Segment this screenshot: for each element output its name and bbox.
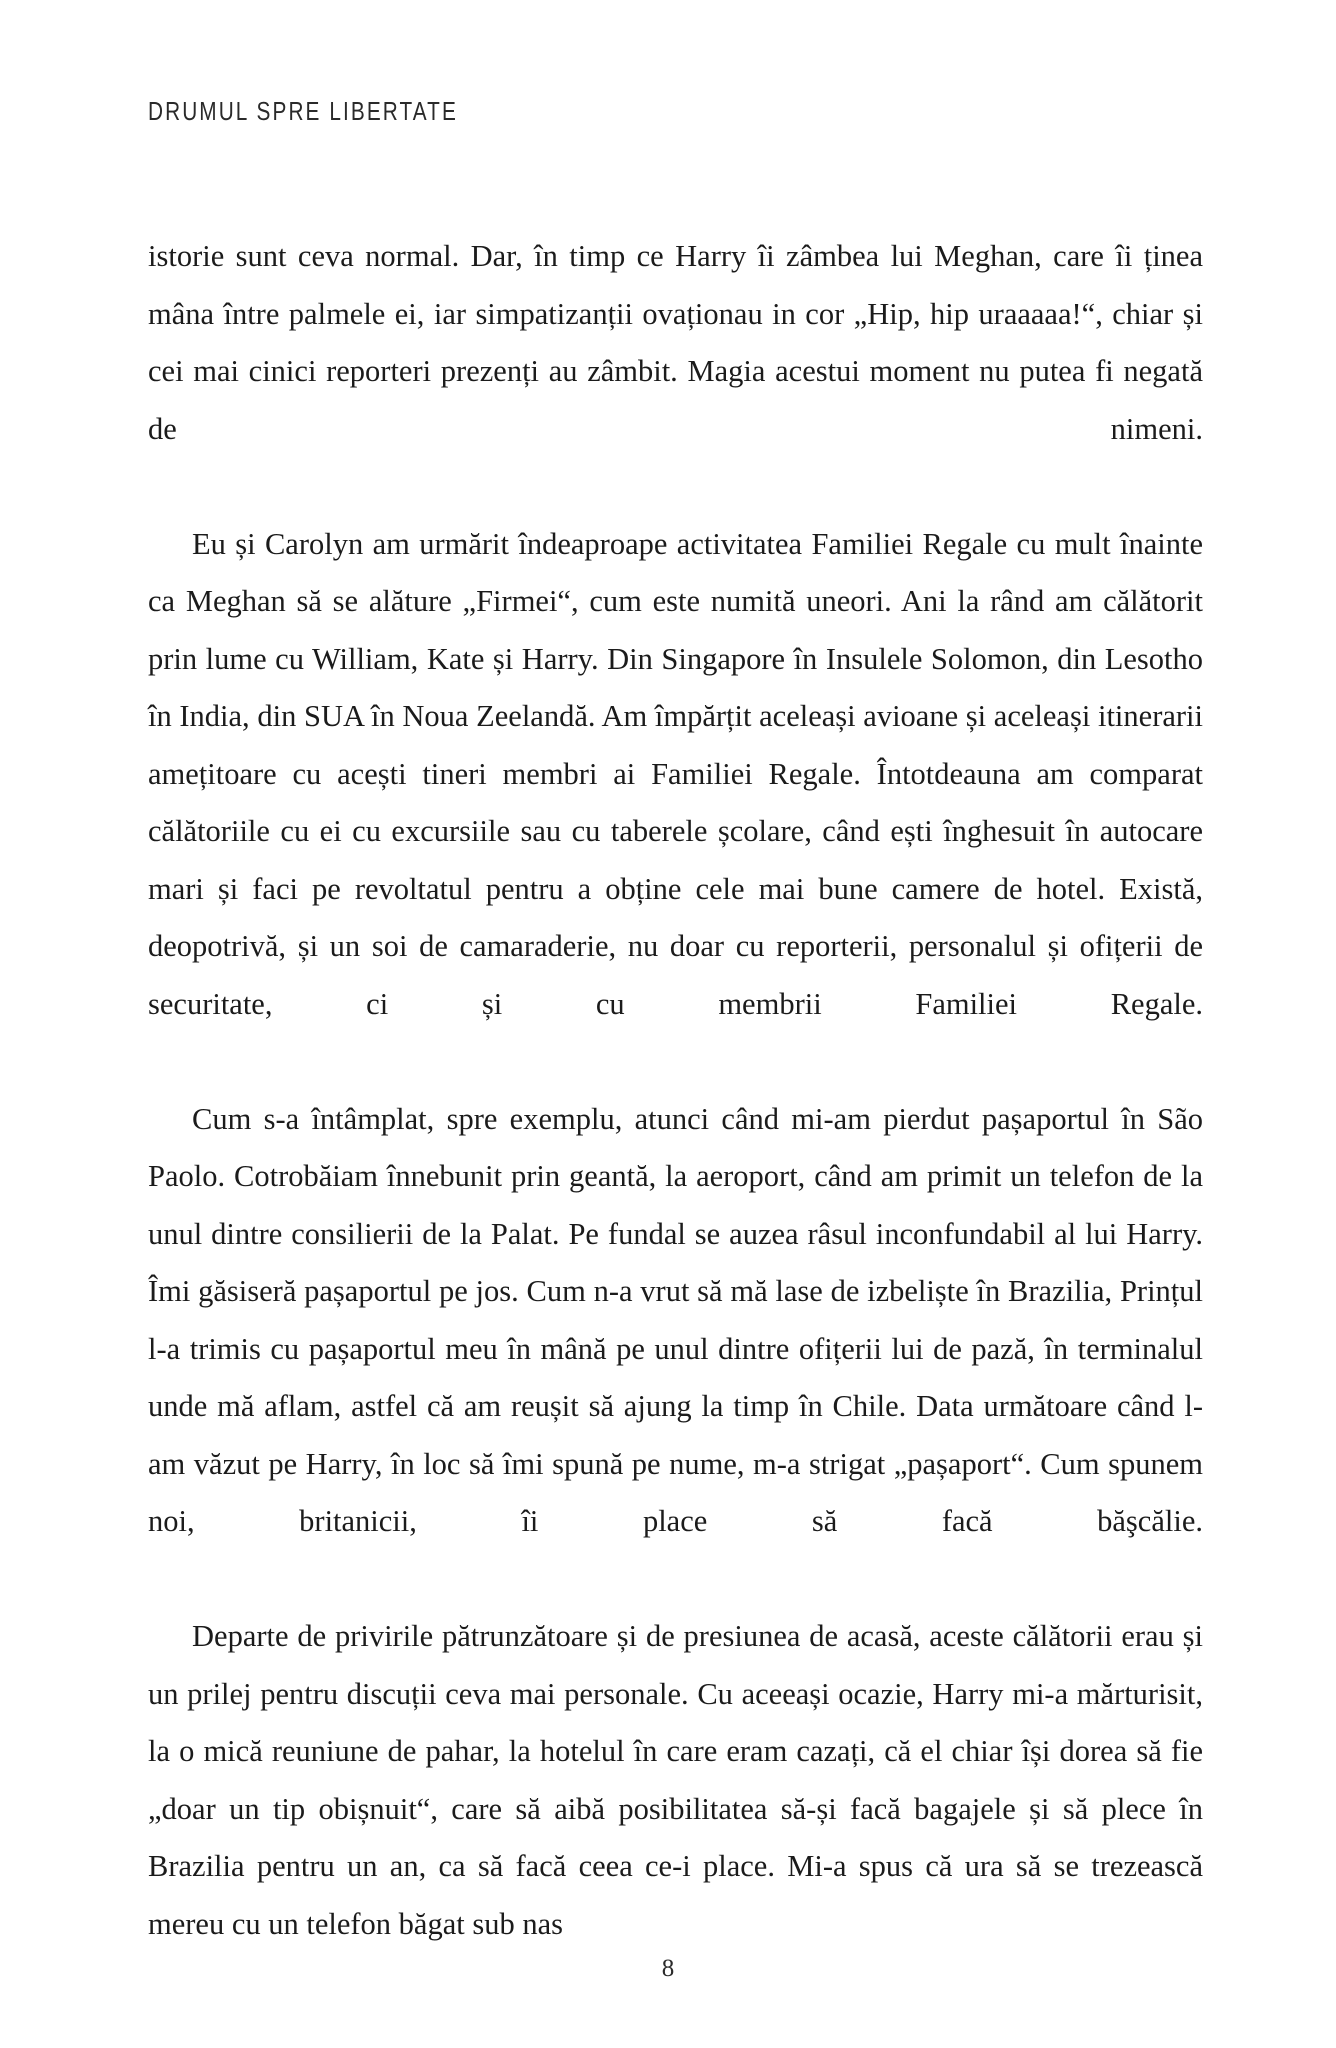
paragraph-3: Cum s-a întâmplat, spre exemplu, atunci când mi-am pierdut pașaportul în São Paolo. Cotrobăiam înnebunit prin geantă, la aeroport, când am primit un telefon de la unul dintre consilierii de la Palat. Pe fundal se auzea râsul inconfundabil al lui Harry. Îmi găsiseră pașaportul pe jos. Cum n-a vrut să mă lase de izbeliște în Brazilia, Prințul l-a trimis cu pașaportul meu în mână pe unul dintre ofițerii lui de pază, în terminalul unde mă aflam, astfel că am reușit să ajung la timp în Chile. Data următoare când l-am văzut pe Harry, în loc să îmi spună pe nume, m-a strigat „pașaport“. Cum spunem noi, britanicii, îi place să facă băşcălie. <box>148 1101 1203 1538</box>
running-head: DRUMUL SPRE LIBERTATE <box>148 96 458 126</box>
paragraph-1: istorie sunt ceva normal. Dar, în timp ce Harry îi zâmbea lui Meghan, care îi ținea mâna între palmele ei, iar simpatizanții ovaționau in cor „Hip, hip uraaaaa!“, chiar și cei mai cinici reporteri prezenți au zâmbit. Magia acestui moment nu putea fi negată de nimeni. <box>148 239 1203 446</box>
paragraph-4: Departe de privirile pătrunzătoare și de presiunea de acasă, aceste călătorii erau și un prilej pentru discuții ceva mai personale. Cu aceeași ocazie, Harry mi-a mărturisit, la o mică reuniune de pahar, la hotelul în care eram cazați, că el chiar își dorea să fie „doar un tip obișnuit“, care să aibă posibilitatea să-și facă bagajele și să plece în Brazilia pentru un an, ca să facă ceea ce-i place. Mi-a spus că ura să se trezească mereu cu un telefon băgat sub nas <box>148 1619 1203 1941</box>
body-text-block <box>148 228 1203 1953</box>
page-number: 8 <box>661 1955 675 1982</box>
paragraph-2: Eu și Carolyn am urmărit îndeaproape activitatea Familiei Regale cu mult înainte ca Meghan să se alăture „Firmei“, cum este numită uneori. Ani la rând am călătorit prin lume cu William, Kate și Harry. Din Singapore în Insulele Solomon, din Lesotho în India, din SUA în Noua Zeelandă. Am împărțit aceleași avioane și aceleași itinerarii amețitoare cu acești tineri membri ai Familiei Regale. Întotdeauna am comparat călătoriile cu ei cu excursiile sau cu taberele școlare, când ești înghesuit în autocare mari și faci pe revoltatul pentru a obține cele mai bune camere de hotel. Există, deopotrivă, și un soi de camaraderie, nu doar cu reporterii, personalul și ofițerii de securitate, ci și cu membrii Familiei Regale. <box>148 526 1203 1021</box>
